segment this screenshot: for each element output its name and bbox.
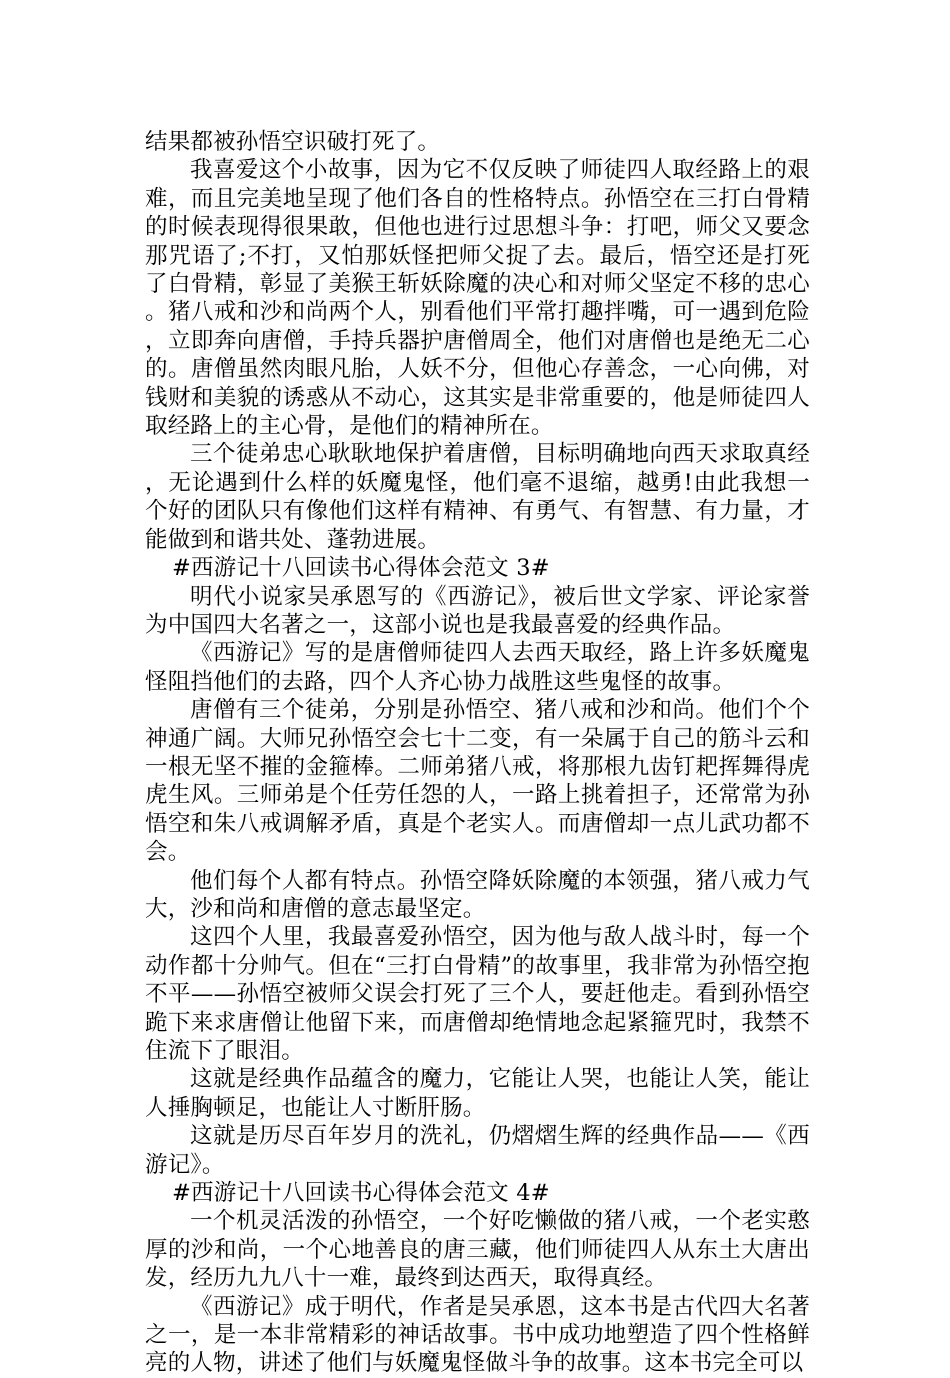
paragraph: 这就是历尽百年岁月的洗礼，仍熠熠生辉的经典作品——《西游记》。 — [145, 1123, 810, 1178]
paragraph: 这四个人里，我最喜爱孙悟空，因为他与敌人战斗时，每一个动作都十分帅气。但在“三打白骨精”的故事里，我非常为孙悟空抱不平——孙悟空被师父误会打死了三个人，要赶他走。看到孙悟空跪下来求唐僧让他留下来，而唐僧却绝情地念起紧箍咒时，我禁不住流下了眼泪。 — [145, 924, 810, 1064]
paragraph: 《西游记》成于明代，作者是吴承恩，这本书是古代四大名著之一，是一本非常精彩的神话故事。书中成功地塑造了四个性格鲜亮的人物，讲述了他们与妖魔鬼怪做斗争的故事。这本书完全可以 — [145, 1293, 810, 1377]
paragraph: 唐僧有三个徒弟，分别是孙悟空、猪八戒和沙和尚。他们个个神通广阔。大师兄孙悟空会七十二变，有一朵属于自己的筋斗云和一根无坚不摧的金箍棒。二师弟猪八戒，将那根九齿钉耙挥舞得虎虎生风。三师弟是个任劳任怨的人，一路上挑着担子，还常常为孙悟空和朱八戒调解矛盾，真是个老实人。而唐僧却一点儿武功都不会。 — [145, 697, 810, 866]
paragraph: 这就是经典作品蕴含的魔力，它能让人哭，也能让人笑，能让人捶胸顿足，也能让人寸断肝肠。 — [145, 1066, 810, 1121]
section-heading: #西游记十八回读书心得体会范文 3# — [172, 555, 550, 582]
paragraph: 我喜爱这个小故事，因为它不仅反映了师徒四人取经路上的艰难，而且完美地呈现了他们各自的性格特点。孙悟空在三打白骨精的时候表现得很果敢，但他也进行过思想斗争：打吧，师父又要念那咒语了;不打，又怕那妖怪把师父捉了去。最后，悟空还是打死了白骨精，彰显了美猴王斩妖除魔的决心和对师父坚定不移的忠心。猪八戒和沙和尚两个人，别看他们平常打趣拌嘴，可一遇到危险，立即奔向唐僧，手持兵器护唐僧周全，他们对唐僧也是绝无二心的。唐僧虽然肉眼凡胎，人妖不分，但他心存善念，一心向佛，对钱财和美貌的诱惑从不动心，这其实是非常重要的，他是师徒四人取经路上的主心骨，是他们的精神所在。 — [145, 157, 810, 440]
paragraph: 三个徒弟忠心耿耿地保护着唐僧，目标明确地向西天求取真经，无论遇到什么样的妖魔鬼怪，他们毫不退缩，越勇!由此我想一个好的团队只有像他们这样有精神、有勇气、有智慧、有力量，才能做到和谐共处、蓬勃进展。 — [145, 441, 810, 553]
section-heading: #西游记十八回读书心得体会范文 4# — [172, 1180, 550, 1207]
paragraph: 结果都被孙悟空识破打死了。 — [145, 129, 441, 155]
paragraph: 明代小说家吴承恩写的《西游记》，被后世文学家、评论家誉为中国四大名著之一，这部小说也是我最喜爱的经典作品。 — [145, 583, 810, 638]
paragraph: 《西游记》写的是唐僧师徒四人去西天取经，路上许多妖魔鬼怪阻挡他们的去路，四个人齐心协力战胜这些鬼怪的故事。 — [145, 640, 810, 695]
paragraph: 他们每个人都有特点。孙悟空降妖除魔的本领强，猪八戒力气大，沙和尚和唐僧的意志最坚定。 — [145, 867, 810, 922]
document-page — [145, 128, 810, 1378]
paragraph: 一个机灵活泼的孙悟空，一个好吃懒做的猪八戒，一个老实憨厚的沙和尚，一个心地善良的唐三藏，他们师徒四人从东土大唐出发，经历九九八十一难，最终到达西天，取得真经。 — [145, 1208, 810, 1292]
